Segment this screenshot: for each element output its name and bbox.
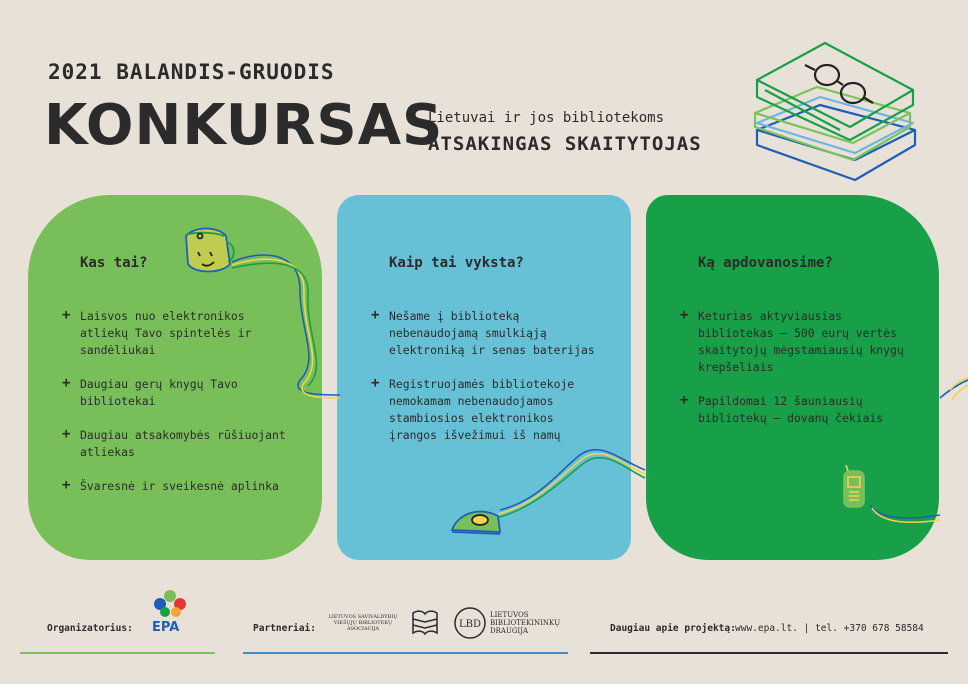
contact-info: www.epa.lt. | tel. +370 678 58584 <box>735 623 924 634</box>
card-rewards <box>646 195 939 560</box>
partner-lbd: LIETUVOS BIBLIOTEKININKŲ DRAUGIJA <box>490 611 561 635</box>
page-title: KONKURSAS <box>44 93 444 158</box>
phone-icon <box>838 465 872 511</box>
card-what-is-it <box>28 195 322 560</box>
list-item: + Keturias aktyviausias bibliotekas – 500 eurų vertės skaitytojų mėgstamiausių knygų krepšeliais <box>680 308 915 376</box>
lbd-logo-icon <box>453 606 487 640</box>
list-item: + Nešame į biblioteką nebenaudojamą smulkiąją elektroniką ir senas baterijas <box>371 308 607 359</box>
divider-blue <box>243 652 568 654</box>
card-heading: Kaip tai vyksta? <box>389 255 524 271</box>
list-item: + Registruojamės bibliotekoje nemokamam nebenaudojamos stambiosios elektronikos įrangos išvežimui iš namų <box>371 376 607 444</box>
list-item: + Daugiau atsakomybės rūšiuojant atliekas <box>62 427 298 461</box>
iron-icon <box>448 500 504 540</box>
epa-logo-text: EPA <box>152 620 180 635</box>
list-item: + Švaresnė ir sveikesnė aplinka <box>62 478 298 495</box>
lbd-mark: LBD <box>458 619 482 630</box>
card-heading: Ką apdovanosime? <box>698 255 833 271</box>
partner-lsvba: LIETUVOS SAVIVALDYBIŲ VIEŠŲJŲ BIBLIOTEKŲ ASOCIACIJA <box>328 614 398 632</box>
campaign-name: ATSAKINGAS SKAITYTOJAS <box>428 133 702 155</box>
tagline: Lietuvai ir jos bibliotekoms <box>428 110 665 126</box>
list-item: + Laisvos nuo elektronikos atliekų Tavo spintelės ir sandėliukai <box>62 308 298 359</box>
kettle-icon <box>180 222 238 280</box>
list-item: + Papildomai 12 šauniausių bibliotekų – dovanų čekiais <box>680 393 915 427</box>
organizer-label: Organizatorius: <box>47 623 133 634</box>
divider-green <box>20 652 215 654</box>
event-dates: 2021 BALANDIS-GRUODIS <box>48 60 335 84</box>
divider-dark <box>590 652 948 654</box>
book-logo-icon <box>410 607 440 637</box>
list-item: + Daugiau gerų knygų Tavo bibliotekai <box>62 376 298 410</box>
more-label: Daugiau apie projektą: <box>610 623 736 634</box>
card-heading: Kas tai? <box>80 255 148 271</box>
partners-label: Partneriai: <box>253 623 316 634</box>
books-glasses-icon <box>745 35 925 190</box>
